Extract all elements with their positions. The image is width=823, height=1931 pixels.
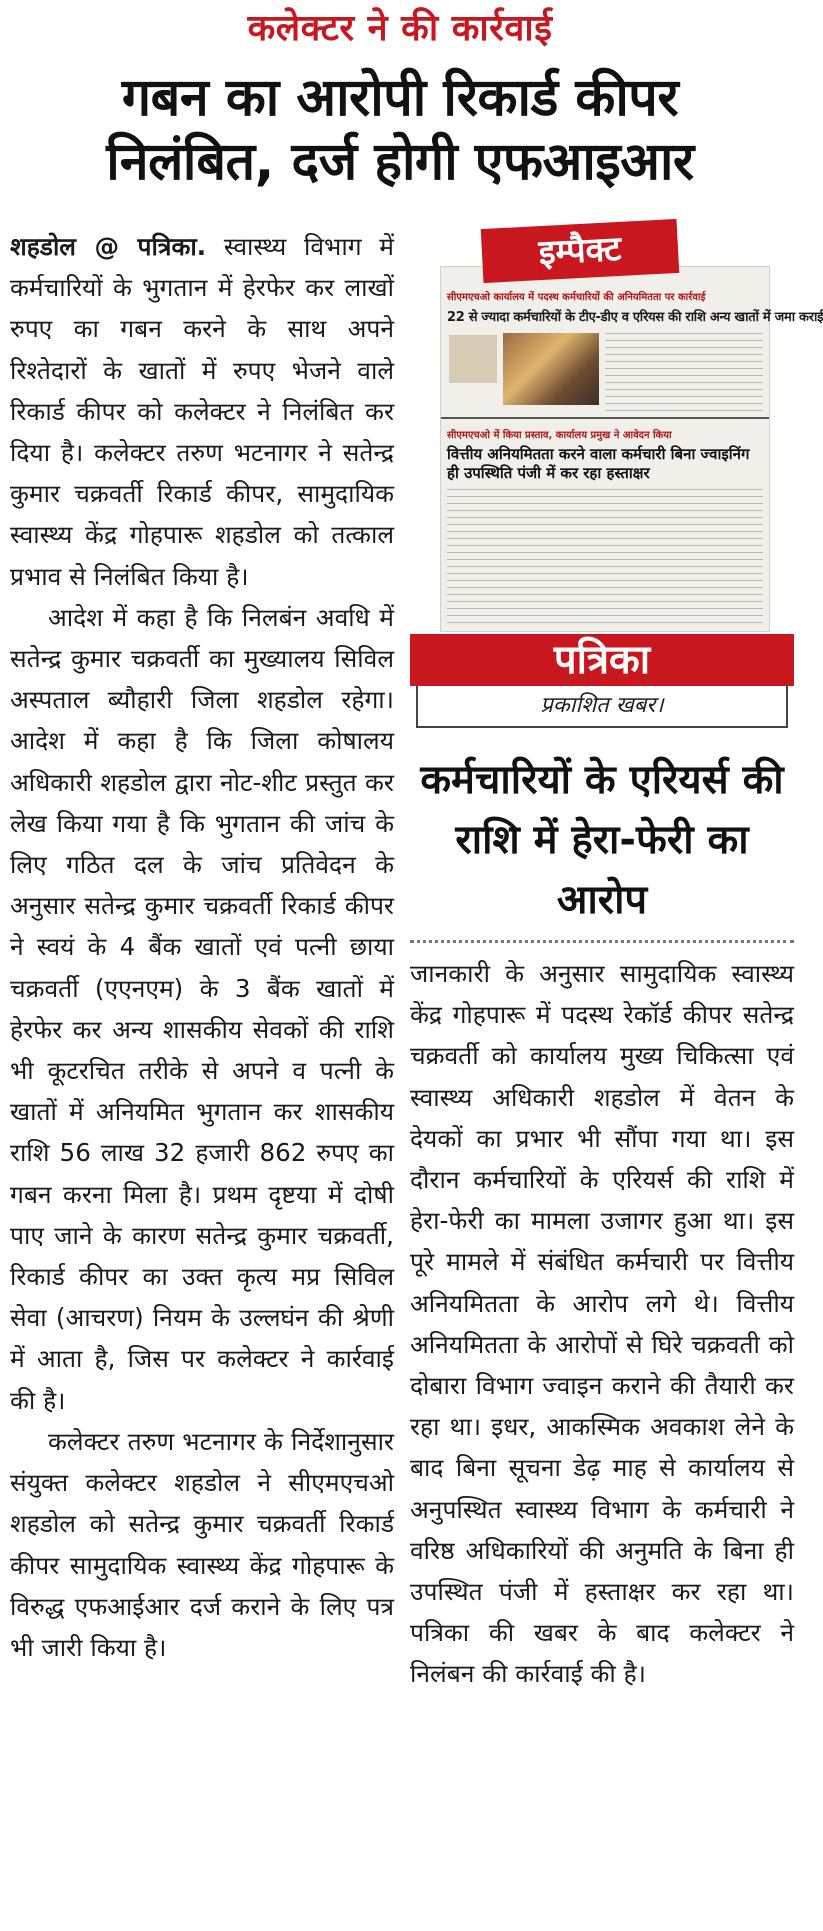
impact-banner: इम्पैक्ट	[481, 219, 680, 283]
clipping-line-2: सीएमएचओ में किया प्रस्ताव, कार्यालय प्रमुख ने आवेदन किया	[447, 430, 672, 441]
sidebar-paragraph: जानकारी के अनुसार सामुदायिक स्वास्थ्य केंद्र गोहपारू में पदस्थ रेकॉर्ड कीपर सतेन्द्र चक्रवर्ती को कार्यालय मुख्य चिकित्सा एवं स्वास्थ्य अधिकारी शहडोल में वेतन के देयकों का प्रभार भी सौंपा गया था। इस दौरान कर्मचारियों के एरियर्स की राशि में हेरा-फेरी का मामला उजागर हुआ था। इस पूरे मामले में संबंधित कर्मचारी पर वित्तीय अनियमितता के आरोप लगे थे। वित्तीय अनियमितता के आरोपों से घिरे चक्रवती को दोबारा विभाग ज्वाइन कराने की तैयारी कर रहा था। इधर, आकस्मिक अवकाश लेने के बाद बिना सूचना डेढ़ माह से कार्यालय से अनुपस्थित स्वास्थ्य विभाग के कर्मचारी ने वरिष्ठ अधिकारियों की अनुमति के बिना ही उपस्थित पंजी में हस्ताक्षर कर रहा था। पत्रिका की खबर के बाद कलेक्टर ने निलंबन की कार्रवाई की है।	[410, 959, 794, 1689]
main-paragraph-1	[10, 226, 394, 597]
clipping-photo	[503, 333, 599, 405]
main-story-column	[10, 226, 394, 1668]
clipping-headline-2: वित्तीय अनियमितता करने वाला कर्मचारी बिना ज्वाइनिंग ही उपस्थिति पंजी में कर रहा हस्ताक्षर	[447, 445, 750, 482]
dateline: शहडोल @ पत्रिका.	[10, 232, 207, 261]
headline-line-1: गबन का आरोपी रिकार्ड कीपर	[121, 68, 679, 128]
sidebar-column	[410, 224, 823, 1695]
main-paragraph-2: आदेश में कहा है कि निलबंन अवधि में सतेन्द्र कुमार चक्रवर्ती का मुख्यालय सिविल अस्पताल ब्यौहारी जिला शहडोल रहेगा। आदेश में कहा है कि जिला कोषालय अधिकारी शहडोल द्वारा नोट-शीट प्रस्तुत कर लेख किया गया है कि भुगतान की जांच के लिए गठित दल के जांच प्रतिवेदन के अनुसार सतेन्द्र कुमार चक्रवर्ती रिकार्ड कीपर ने स्वयं के 4 बैंक खातों एवं पत्नी छाया चक्रवर्ती (एएनएम) के 3 बैंक खातों में हेरफेर कर अन्य शासकीय सेवकों की राशि भी कूटरचित तरीके से अपने व पत्नी के खातों में अनियमित भुगतान कर शासकीय राशि 56 लाख 32 हजारी 862 रुपए का गबन करना मिला है। प्रथम दृष्टया में दोषी पाए जाने के कारण सतेन्द्र कुमार चक्रवर्ती, रिकार्ड कीपर का उक्त कृत्य मप्र सिविल सेवा (आचरण) नियम के उल्लघंन की श्रेणी में आता है, जिस पर कलेक्टर ने कार्रवाई की है।	[10, 602, 394, 1415]
main-paragraph-1-text: स्वास्थ्य विभाग में कर्मचारियों के भुगतान में हेरफेर कर लाखों रुपए का गबन करने के साथ अपने रिश्तेदारों के खातों में रुपए भेजने वाले रिकार्ड कीपर को कलेक्टर ने निलंबित कर दिया है। कलेक्टर तरुण भटनागर ने सतेन्द्र कुमार चक्रवर्ती रिकार्ड कीपर, सामुदायिक स्वास्थ्य केंद्र गोहपारू शहडोल को तत्काल प्रभाव से निलंबित किया है।	[10, 232, 394, 591]
dotted-divider	[410, 940, 794, 943]
clipping-thumbnail	[449, 335, 497, 383]
clipping-text-lines-top	[605, 333, 763, 411]
sidebar-subhead: कर्मचारियों के एरियर्स की राशि में हेरा-फेरी का आरोप	[420, 757, 784, 923]
clipping-divider	[441, 417, 769, 419]
main-paragraph-3: कलेक्टर तरुण भटनागर के निर्देशानुसार संयुक्त कलेक्टर शहडोल ने सीएमएचओ शहडोल को सतेन्द्र कुमार चक्रवर्ती रिकार्ड कीपर सामुदायिक स्वास्थ्य केंद्र गोहपारू के विरुद्ध एफआईआर दर्ज कराने के लिए पत्र भी जारी किया है।	[10, 1426, 394, 1662]
clipping-text-lines	[447, 489, 763, 623]
sidebar-body	[410, 953, 794, 1695]
clipping-line-1: सीएमएचओ कार्यालय में पदस्थ कर्मचारियों की अनियमितता पर कार्रवाई	[447, 292, 706, 303]
clipping-headline-1: 22 से ज्यादा कर्मचारियों के टीए-डीए व एरियस की राशि अन्य खातों में जमा कराई	[447, 310, 823, 325]
headline-line-2: निलंबित, दर्ज होगी एफआइआर	[106, 132, 694, 192]
published-label: प्रकाशित खबर।	[416, 686, 788, 728]
article-headline	[0, 66, 800, 194]
article-kicker: कलेक्टर ने की कार्रवाई	[247, 8, 553, 49]
newspaper-clipping-image	[440, 266, 823, 632]
masthead-bar: पत्रिका	[410, 634, 794, 686]
